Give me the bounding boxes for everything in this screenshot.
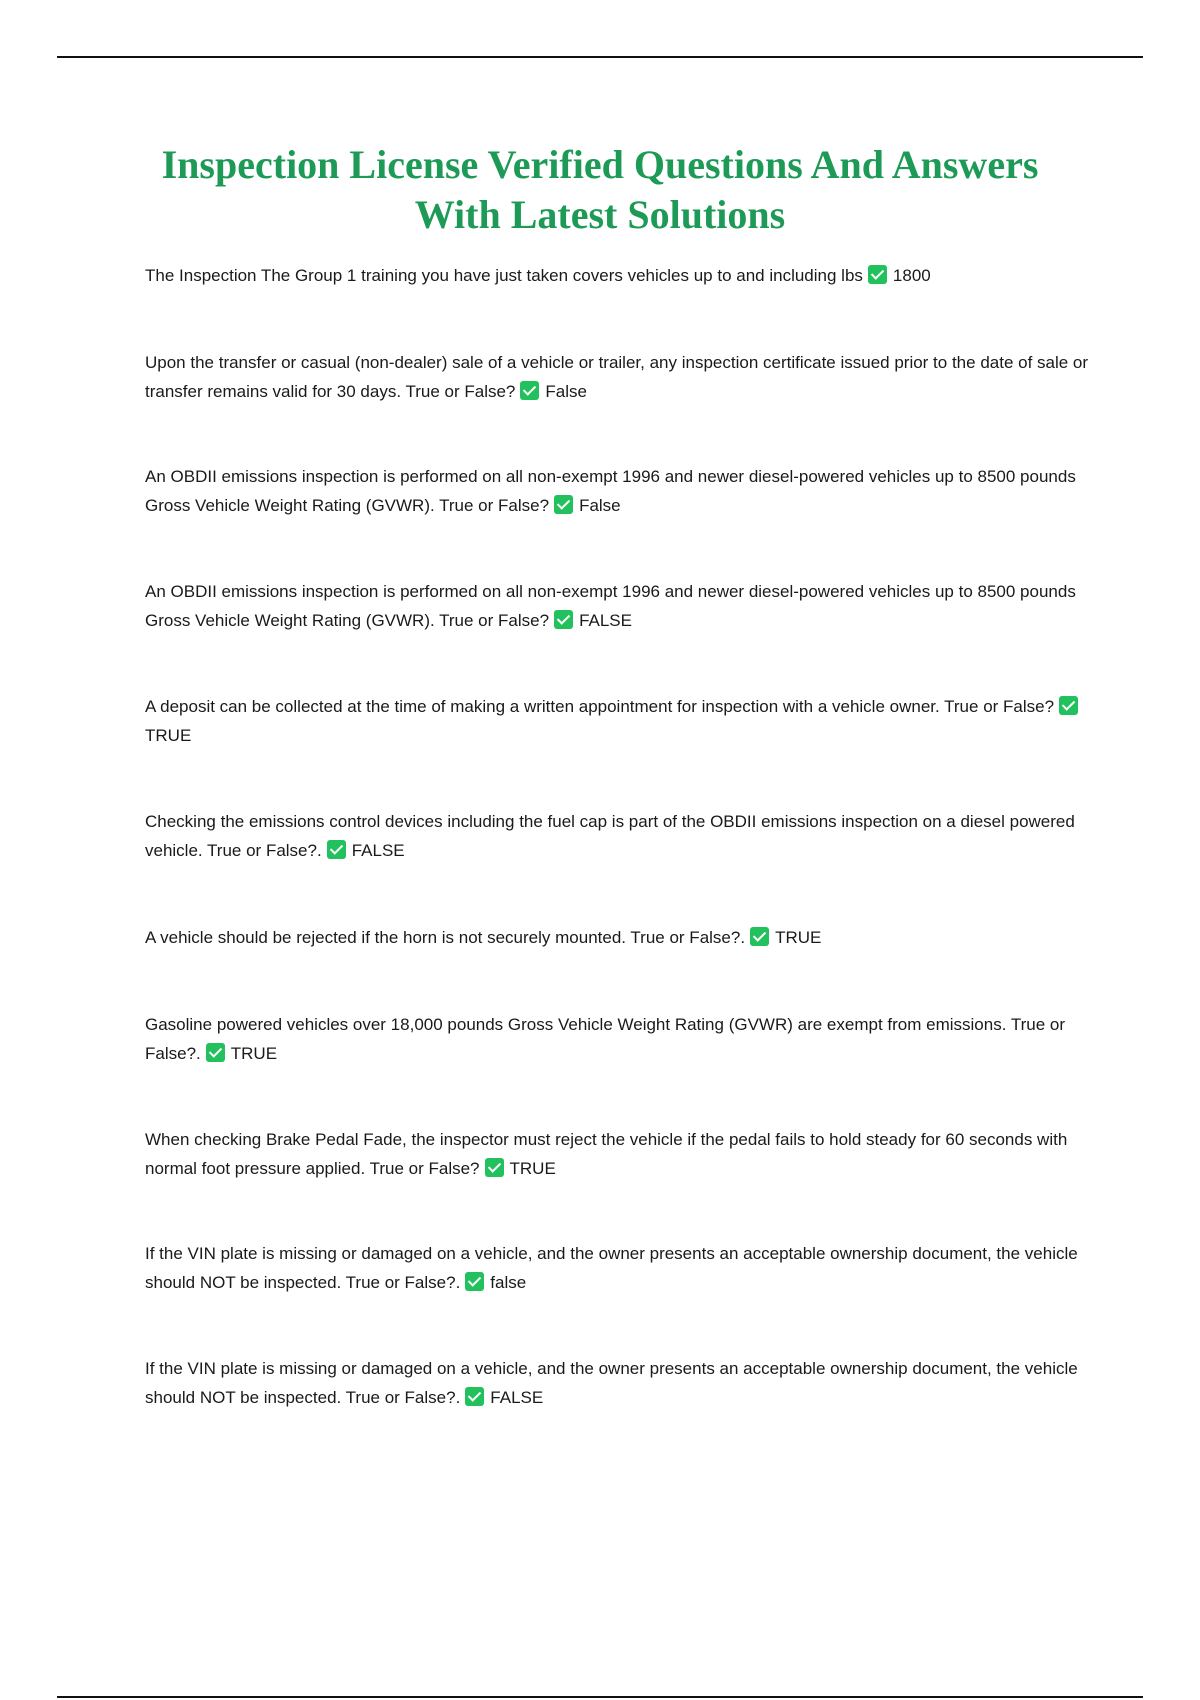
check-box-icon bbox=[868, 265, 887, 284]
check-box-icon bbox=[327, 840, 346, 859]
qa-item bbox=[145, 349, 1090, 406]
question-text: An OBDII emissions inspection is performed on all non-exempt 1996 and newer diesel-powered vehicles up to 8500 pounds Gross Vehicle Weight Rating (GVWR). True or False? bbox=[145, 467, 1076, 515]
qa-item bbox=[145, 1240, 1090, 1297]
qa-item bbox=[145, 808, 1090, 865]
answer-text: TRUE bbox=[145, 725, 192, 745]
qa-item bbox=[145, 1126, 1090, 1183]
question-text: Checking the emissions control devices including the fuel cap is part of the OBDII emissions inspection on a diesel powered vehicle. True or False?. bbox=[145, 812, 1075, 860]
question-text: If the VIN plate is missing or damaged on a vehicle, and the owner presents an acceptable ownership document, the vehicle should NOT be inspected. True or False?. bbox=[145, 1244, 1078, 1292]
document-title bbox=[100, 140, 1100, 240]
check-box-icon bbox=[485, 1158, 504, 1177]
answer-text: TRUE bbox=[775, 928, 822, 947]
check-box-icon bbox=[1059, 696, 1078, 715]
question-text: Upon the transfer or casual (non-dealer) sale of a vehicle or trailer, any inspection certificate issued prior to the date of sale or transfer remains valid for 30 days. True or False? bbox=[145, 353, 1089, 401]
check-box-icon bbox=[520, 381, 539, 400]
answer-text: FALSE bbox=[351, 840, 405, 860]
qa-item bbox=[145, 578, 1090, 635]
qa-item bbox=[145, 1011, 1090, 1068]
question-text: When checking Brake Pedal Fade, the inspector must reject the vehicle if the pedal fails to hold steady for 60 seconds with normal foot pressure applied. True or False? bbox=[145, 1130, 1068, 1178]
answer-text: TRUE bbox=[230, 1043, 278, 1063]
qa-item bbox=[145, 1355, 1090, 1412]
title-line-2: With Latest Solutions bbox=[414, 192, 786, 237]
answer-text: FALSE bbox=[490, 1387, 544, 1407]
qa-item bbox=[145, 463, 1090, 520]
question-text: An OBDII emissions inspection is performed on all non-exempt 1996 and newer diesel-powered vehicles up to 8500 pounds Gross Vehicle Weight Rating (GVWR). True or False? bbox=[145, 582, 1076, 630]
check-box-icon bbox=[465, 1387, 484, 1406]
qa-item bbox=[145, 924, 1090, 953]
check-box-icon bbox=[554, 495, 573, 514]
question-text: A vehicle should be rejected if the horn is not securely mounted. True or False?. bbox=[145, 928, 746, 947]
check-box-icon bbox=[465, 1272, 484, 1291]
question-text: Gasoline powered vehicles over 18,000 pounds Gross Vehicle Weight Rating (GVWR) are exempt from emissions. True or False?. bbox=[145, 1015, 1065, 1063]
answer-text: False bbox=[545, 381, 587, 401]
title-line-1: Inspection License Verified Questions And Answers bbox=[161, 142, 1039, 187]
qa-item bbox=[145, 262, 1090, 291]
answer-text: False bbox=[579, 495, 621, 515]
check-box-icon bbox=[750, 927, 769, 946]
question-text: A deposit can be collected at the time of making a written appointment for inspection with a vehicle owner. True or False? bbox=[145, 697, 1055, 716]
answer-text: 1800 bbox=[892, 266, 931, 285]
answer-text: false bbox=[490, 1272, 527, 1292]
answer-text: TRUE bbox=[509, 1158, 556, 1178]
qa-item bbox=[145, 693, 1090, 750]
question-text: The Inspection The Group 1 training you have just taken covers vehicles up to and including lbs bbox=[145, 266, 863, 285]
check-box-icon bbox=[206, 1043, 225, 1062]
answer-text: FALSE bbox=[579, 610, 632, 630]
check-box-icon bbox=[554, 610, 573, 629]
top-rule bbox=[57, 56, 1143, 58]
bottom-rule bbox=[57, 1696, 1143, 1698]
question-text: If the VIN plate is missing or damaged on a vehicle, and the owner presents an acceptable ownership document, the vehicle should NOT be inspected. True or False?. bbox=[145, 1359, 1078, 1407]
